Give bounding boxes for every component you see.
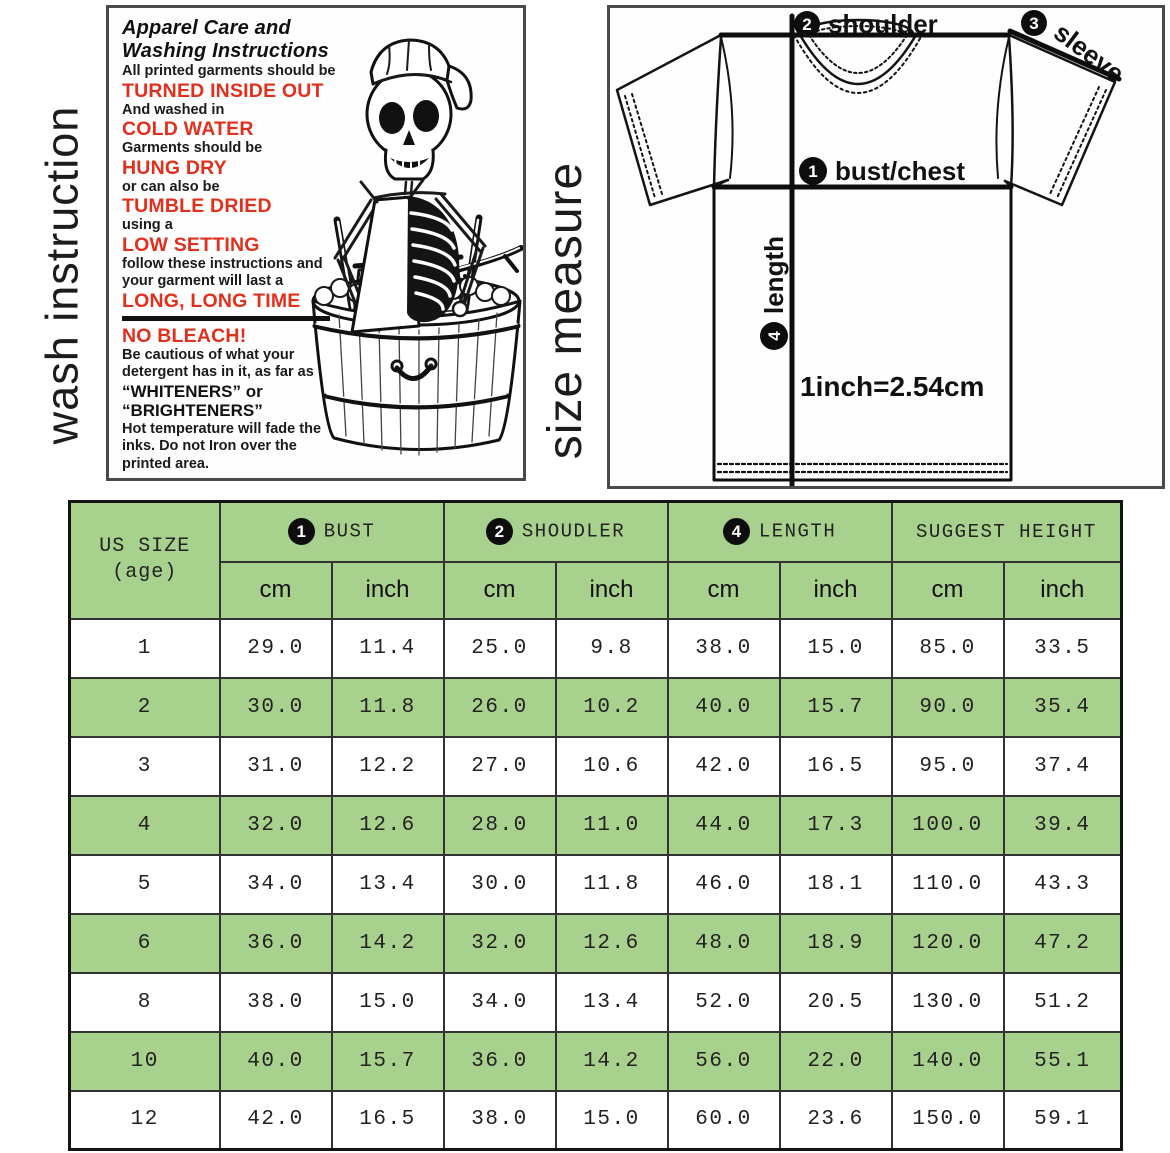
tshirt-measurement-diagram (610, 8, 1162, 486)
wash-line: using a (122, 217, 173, 233)
wash-line: detergent has in it, as far as (122, 364, 314, 380)
value-cell: 52.0 (668, 973, 780, 1032)
size-cell: 6 (70, 914, 220, 973)
length-header-badge: 4 (723, 518, 750, 545)
value-cell: 51.2 (1004, 973, 1122, 1032)
size-table (68, 500, 1123, 1151)
value-cell: 15.7 (332, 1032, 444, 1091)
length-group-header (668, 502, 892, 562)
value-cell: 12.6 (556, 914, 668, 973)
value-cell: 34.0 (444, 973, 556, 1032)
value-cell: 48.0 (668, 914, 780, 973)
shoulder-group-header (444, 502, 668, 562)
bust-number: 1 (808, 162, 818, 181)
table-row (70, 1091, 1122, 1150)
value-cell: 38.0 (444, 1091, 556, 1150)
value-cell: 31.0 (220, 737, 332, 796)
value-cell: 15.7 (780, 678, 892, 737)
wash-line: TUMBLE DRIED (122, 195, 272, 217)
size-measure-side-label (524, 118, 608, 502)
value-cell: 38.0 (668, 619, 780, 678)
size-measure-panel (607, 5, 1165, 489)
value-cell: 11.8 (332, 678, 444, 737)
value-cell: 10.2 (556, 678, 668, 737)
size-cell: 2 (70, 678, 220, 737)
us-size-subtitle: (age) (112, 561, 178, 585)
value-cell: 12.2 (332, 737, 444, 796)
sleeve-number: 3 (1029, 14, 1039, 33)
value-cell: 46.0 (668, 855, 780, 914)
shoulder-cm-header: cm (444, 562, 556, 619)
value-cell: 16.5 (332, 1091, 444, 1150)
size-cell: 5 (70, 855, 220, 914)
wash-line: TURNED INSIDE OUT (122, 79, 324, 102)
value-cell: 55.1 (1004, 1032, 1122, 1091)
bust-cm-header: cm (220, 562, 332, 619)
value-cell: 28.0 (444, 796, 556, 855)
wash-lines (122, 17, 347, 473)
wash-instruction-side-label (18, 70, 106, 480)
value-cell: 56.0 (668, 1032, 780, 1091)
value-cell: 15.0 (332, 973, 444, 1032)
wash-instruction-panel (106, 5, 526, 481)
value-cell: 17.3 (780, 796, 892, 855)
value-cell: 9.8 (556, 619, 668, 678)
value-cell: 20.5 (780, 973, 892, 1032)
value-cell: 40.0 (668, 678, 780, 737)
length-rectangle (714, 187, 1011, 480)
table-row (70, 678, 1122, 737)
value-cell: 18.1 (780, 855, 892, 914)
value-cell: 38.0 (220, 973, 332, 1032)
wash-instruction-label-text: wash instruction (36, 105, 87, 445)
length-label: length (759, 236, 789, 314)
bust-label: bust/chest (835, 156, 966, 186)
bust-header-badge: 1 (288, 518, 315, 545)
wash-line: All printed garments should be (122, 63, 336, 79)
value-cell: 15.0 (556, 1091, 668, 1150)
sleeve-label: sleeve (1048, 16, 1130, 89)
table-row (70, 973, 1122, 1032)
value-cell: 42.0 (220, 1091, 332, 1150)
value-cell: 95.0 (892, 737, 1004, 796)
value-cell: 18.9 (780, 914, 892, 973)
shoulder-number: 2 (802, 15, 812, 34)
value-cell: 25.0 (444, 619, 556, 678)
value-cell: 23.6 (780, 1091, 892, 1150)
height-inch-header: inch (1004, 562, 1122, 619)
value-cell: 47.2 (1004, 914, 1122, 973)
wash-line: LONG, LONG TIME (122, 289, 301, 312)
value-cell: 10.6 (556, 737, 668, 796)
table-row (70, 619, 1122, 678)
divider-rule (122, 316, 330, 321)
value-cell: 11.4 (332, 619, 444, 678)
value-cell: 150.0 (892, 1091, 1004, 1150)
value-cell: 11.8 (556, 855, 668, 914)
value-cell: 44.0 (668, 796, 780, 855)
bust-inch-header: inch (332, 562, 444, 619)
value-cell: 39.4 (1004, 796, 1122, 855)
value-cell: 90.0 (892, 678, 1004, 737)
wash-line: your garment will last a (122, 273, 284, 289)
value-cell: 15.0 (780, 619, 892, 678)
value-cell: 120.0 (892, 914, 1004, 973)
wash-line: Washing Instructions (122, 40, 329, 62)
value-cell: 35.4 (1004, 678, 1122, 737)
wash-line: “WHITENERS” or (122, 381, 263, 401)
value-cell: 32.0 (220, 796, 332, 855)
table-row (70, 796, 1122, 855)
skeleton-skull (367, 40, 471, 194)
wash-line: or can also be (122, 178, 220, 195)
length-number: 4 (765, 331, 784, 341)
length-inch-header: inch (780, 562, 892, 619)
value-cell: 12.6 (332, 796, 444, 855)
value-cell: 30.0 (220, 678, 332, 737)
wash-line: inks. Do not Iron over the (122, 438, 297, 454)
inch-conversion-note: 1inch=2.54cm (800, 371, 985, 402)
size-cell: 4 (70, 796, 220, 855)
table-row (70, 1032, 1122, 1091)
value-cell: 11.0 (556, 796, 668, 855)
us-size-title: US SIZE (99, 535, 191, 559)
value-cell: 37.4 (1004, 737, 1122, 796)
value-cell: 27.0 (444, 737, 556, 796)
shoulder-label: shoulder (828, 9, 938, 39)
value-cell: 13.4 (556, 973, 668, 1032)
table-row (70, 737, 1122, 796)
size-cell: 1 (70, 619, 220, 678)
wash-line: NO BLEACH! (122, 324, 247, 347)
bust-header-label: BUST (323, 520, 376, 543)
shoulder-inch-header: inch (556, 562, 668, 619)
length-cm-header: cm (668, 562, 780, 619)
wash-line: Garments should be (122, 140, 263, 156)
size-measure-label-text: size measure (539, 161, 593, 459)
wash-line: Be cautious of what your (122, 346, 295, 363)
value-cell: 85.0 (892, 619, 1004, 678)
wash-line: Apparel Care and (122, 17, 291, 39)
value-cell: 30.0 (444, 855, 556, 914)
value-cell: 29.0 (220, 619, 332, 678)
value-cell: 43.3 (1004, 855, 1122, 914)
wash-line: follow these instructions and (122, 255, 323, 272)
table-row (70, 914, 1122, 973)
value-cell: 33.5 (1004, 619, 1122, 678)
value-cell: 100.0 (892, 796, 1004, 855)
value-cell: 110.0 (892, 855, 1004, 914)
value-cell: 59.1 (1004, 1091, 1122, 1150)
value-cell: 36.0 (220, 914, 332, 973)
value-cell: 130.0 (892, 973, 1004, 1032)
value-cell: 60.0 (668, 1091, 780, 1150)
table-row (70, 855, 1122, 914)
wash-line: printed area. (122, 455, 210, 472)
value-cell: 40.0 (220, 1032, 332, 1091)
value-cell: 22.0 (780, 1032, 892, 1091)
size-cell: 3 (70, 737, 220, 796)
value-cell: 13.4 (332, 855, 444, 914)
height-group-header (892, 502, 1122, 562)
value-cell: 36.0 (444, 1032, 556, 1091)
value-cell: 42.0 (668, 737, 780, 796)
height-cm-header: cm (892, 562, 1004, 619)
shoulder-header-badge: 2 (486, 518, 513, 545)
diagram-labels (759, 9, 1130, 402)
wash-line: And washed in (122, 101, 225, 118)
wash-line: Hot temperature will fade the (122, 420, 322, 437)
bust-group-header (220, 502, 444, 562)
us-size-header (70, 502, 220, 619)
value-cell: 16.5 (780, 737, 892, 796)
size-table-body (70, 619, 1122, 1150)
value-cell: 34.0 (220, 855, 332, 914)
height-header-label: SUGGEST HEIGHT (915, 520, 1097, 543)
value-cell: 140.0 (892, 1032, 1004, 1091)
value-cell: 14.2 (332, 914, 444, 973)
wash-line: “BRIGHTENERS” (122, 401, 263, 420)
shoulder-header-label: SHOUDLER (521, 520, 626, 543)
size-cell: 8 (70, 973, 220, 1032)
wash-line: HUNG DRY (122, 156, 227, 179)
size-cell: 12 (70, 1091, 220, 1150)
wash-line: LOW SETTING (122, 233, 260, 256)
value-cell: 32.0 (444, 914, 556, 973)
wash-line: COLD WATER (122, 118, 254, 140)
length-header-label: LENGTH (758, 520, 837, 543)
value-cell: 26.0 (444, 678, 556, 737)
size-cell: 10 (70, 1032, 220, 1091)
value-cell: 14.2 (556, 1032, 668, 1091)
